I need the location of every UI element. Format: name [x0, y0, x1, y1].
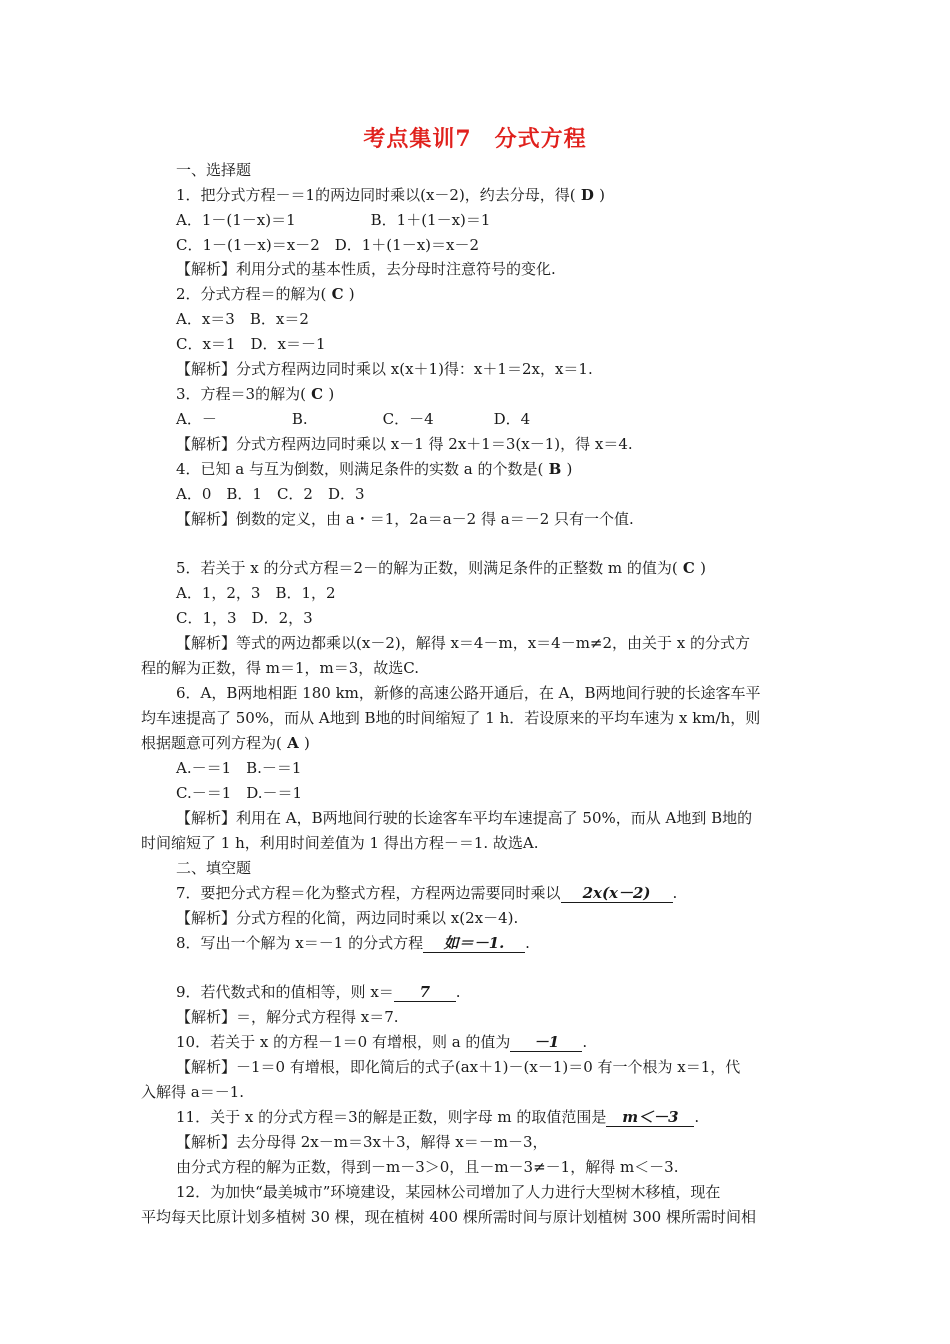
text-line — [176, 883, 677, 903]
line-text: A．0 B．1 C．2 D．3 — [176, 485, 365, 503]
line-text-tail: ) — [303, 734, 310, 752]
text-line — [176, 808, 752, 828]
text-line — [176, 235, 479, 255]
text-line — [176, 1007, 399, 1027]
text-line — [176, 1057, 740, 1077]
text-line — [141, 1207, 756, 1227]
text-line — [176, 1182, 720, 1202]
page-title: 考点集训7 分式方程 — [363, 126, 587, 152]
text-line — [176, 210, 490, 230]
text-line — [176, 1107, 699, 1127]
text-line — [176, 334, 326, 354]
line-text-tail: . — [455, 983, 461, 1001]
answer-choice: D — [575, 186, 600, 204]
line-text: 【解析】等式的两边都乘以(x－2)，解得 x＝4－m，x＝4－m≠2，由关于 x 的分式方 — [176, 634, 751, 652]
answer-choice: C — [326, 285, 349, 303]
fill-in-answer: m＜－3 — [606, 1108, 694, 1127]
line-text: 由分式方程的解为正数，得到－m－3＞0，且－m－3≠－1，解得 m＜－3. — [176, 1158, 679, 1176]
line-text: 程的解为正数，得 m＝1，m＝3，故选C. — [141, 659, 420, 677]
line-text-tail: . — [525, 934, 530, 952]
line-text: 【解析】分式方程的化简，两边同时乘以 x(2x－4). — [176, 909, 519, 927]
answer-choice: A — [281, 734, 304, 752]
line-text: 9．若代数式和的值相等，则 x＝ — [176, 983, 394, 1001]
line-text: 【解析】利用在 A，B两地间行驶的长途客车平均车速提高了 50%，而从 A地到 B地的 — [176, 809, 753, 827]
text-line — [176, 683, 761, 703]
line-text: 12．为加快“最美城市”环境建设，某园林公司增加了人力进行大型树木移植，现在 — [176, 1183, 721, 1201]
line-text: 根据题意可列方程为( — [141, 734, 282, 752]
text-line — [176, 908, 518, 928]
line-text: 6．A，B两地相距 180 km，新修的高速公路开通后，在 A，B两地间行驶的长途客车平 — [176, 684, 761, 702]
line-text-tail: . — [694, 1108, 700, 1126]
line-text: C.－＝1 D.－＝1 — [176, 784, 303, 802]
line-text-tail: ) — [328, 385, 335, 403]
line-text: 7．要把分式方程＝化为整式方程，方程两边需要同时乘以 — [176, 884, 561, 902]
text-line — [176, 284, 355, 304]
line-text-tail: ) — [599, 186, 605, 204]
line-text: 入解得 a＝－1. — [141, 1083, 245, 1101]
text-line — [176, 1157, 679, 1177]
line-text-tail: ) — [348, 285, 355, 303]
line-text: 时间缩短了 1 h，利用时间差值为 1 得出方程－＝1. 故选A. — [141, 834, 539, 852]
line-text: C．x＝1 D．x＝－1 — [176, 335, 326, 353]
fill-in-answer: －1 — [510, 1033, 582, 1052]
line-text: 8．写出一个解为 x＝－1 的分式方程 — [176, 934, 424, 952]
text-line — [176, 384, 334, 404]
answer-choice: C — [677, 559, 701, 577]
text-line — [176, 933, 530, 953]
line-text: 【解析】分式方程两边同时乘以 x－1 得 2x＋1＝3(x－1)，得 x＝4. — [176, 435, 633, 453]
text-line — [176, 758, 301, 778]
text-line — [176, 434, 633, 454]
text-line — [176, 484, 365, 504]
line-text: 二、填空题 — [176, 859, 252, 877]
answer-choice: B — [543, 460, 567, 478]
text-line — [176, 509, 634, 529]
line-text: 一、选择题 — [176, 161, 252, 179]
line-text: 3．方程＝3的解为( — [176, 385, 306, 403]
text-line — [141, 708, 760, 728]
text-line — [176, 633, 750, 653]
line-text-tail: . — [582, 1033, 588, 1051]
text-line — [141, 833, 539, 853]
line-text: 【解析】＝，解分式方程得 x＝7. — [176, 1008, 399, 1026]
line-text: A．x＝3 B．x＝2 — [176, 310, 309, 328]
line-text: A．1－(1－x)＝1 B．1＋(1－x)＝1 — [176, 211, 491, 229]
fill-in-answer: 2x(x－2) — [561, 884, 673, 903]
text-line — [176, 309, 309, 329]
line-text: 平均每天比原计划多植树 30 棵，现在植树 400 棵所需时间与原计划植树 300 棵所需时间相 — [141, 1208, 756, 1226]
line-text: 【解析】去分母得 2x－m＝3x＋3，解得 x＝－m－3， — [176, 1133, 548, 1151]
line-text: 均车速提高了 50%，而从 A地到 B地的时间缩短了 1 h．若设原来的平均车速为 x km/h，则 — [141, 709, 761, 727]
line-text-tail: ) — [700, 559, 706, 577]
line-text-tail: ) — [566, 460, 573, 478]
line-text-tail: . — [672, 884, 678, 902]
text-line — [176, 160, 251, 180]
fill-in-answer: 如＝－1. — [423, 934, 525, 953]
text-line — [176, 583, 336, 603]
text-line — [141, 733, 310, 753]
text-line — [176, 1132, 548, 1152]
line-text: 2．分式方程＝的解为( — [176, 285, 327, 303]
text-line — [176, 409, 530, 429]
text-line — [176, 459, 572, 479]
text-line — [176, 185, 605, 205]
line-text: A．－ B. C．－4 D．4 — [176, 410, 531, 428]
line-text: 11．关于 x 的分式方程＝3的解是正数，则字母 m 的取值范围是 — [176, 1108, 607, 1126]
line-text: 1．把分式方程－＝1的两边同时乘以(x－2)，约去分母，得( — [176, 186, 576, 204]
text-line — [176, 558, 706, 578]
line-text: 【解析】－1＝0 有增根，即化简后的式子(ax＋1)－(x－1)＝0 有一个根为 x＝1，代 — [176, 1058, 741, 1076]
line-text: 10．若关于 x 的方程－1＝0 有增根，则 a 的值为 — [176, 1033, 511, 1051]
line-text: A.－＝1 B.－＝1 — [176, 759, 302, 777]
text-line — [176, 359, 593, 379]
line-text: 4．已知 a 与互为倒数，则满足条件的实数 a 的个数是( — [176, 460, 544, 478]
fill-in-answer: 7 — [394, 983, 456, 1002]
line-text: C．1，3 D．2，3 — [176, 609, 313, 627]
text-line — [176, 1032, 587, 1052]
text-line — [176, 982, 461, 1002]
answer-choice: C — [305, 385, 329, 403]
text-line — [176, 783, 302, 803]
line-text: A．1，2，3 B．1，2 — [176, 584, 336, 602]
line-text: C．1－(1－x)＝x－2 D．1＋(1－x)＝x－2 — [176, 236, 480, 254]
text-line — [141, 658, 419, 678]
text-line — [141, 1082, 244, 1102]
line-text: 5．若关于 x 的分式方程＝2－的解为正数，则满足条件的正整数 m 的值为( — [176, 559, 678, 577]
line-text: 【解析】倒数的定义，由 a・＝1，2a＝a－2 得 a＝－2 只有一个值. — [176, 510, 634, 528]
text-line — [176, 858, 251, 878]
text-line — [176, 259, 556, 279]
line-text: 【解析】利用分式的基本性质，去分母时注意符号的变化. — [176, 260, 556, 278]
text-line — [176, 608, 313, 628]
line-text: 【解析】分式方程两边同时乘以 x(x＋1)得：x＋1＝2x，x＝1. — [176, 360, 593, 378]
